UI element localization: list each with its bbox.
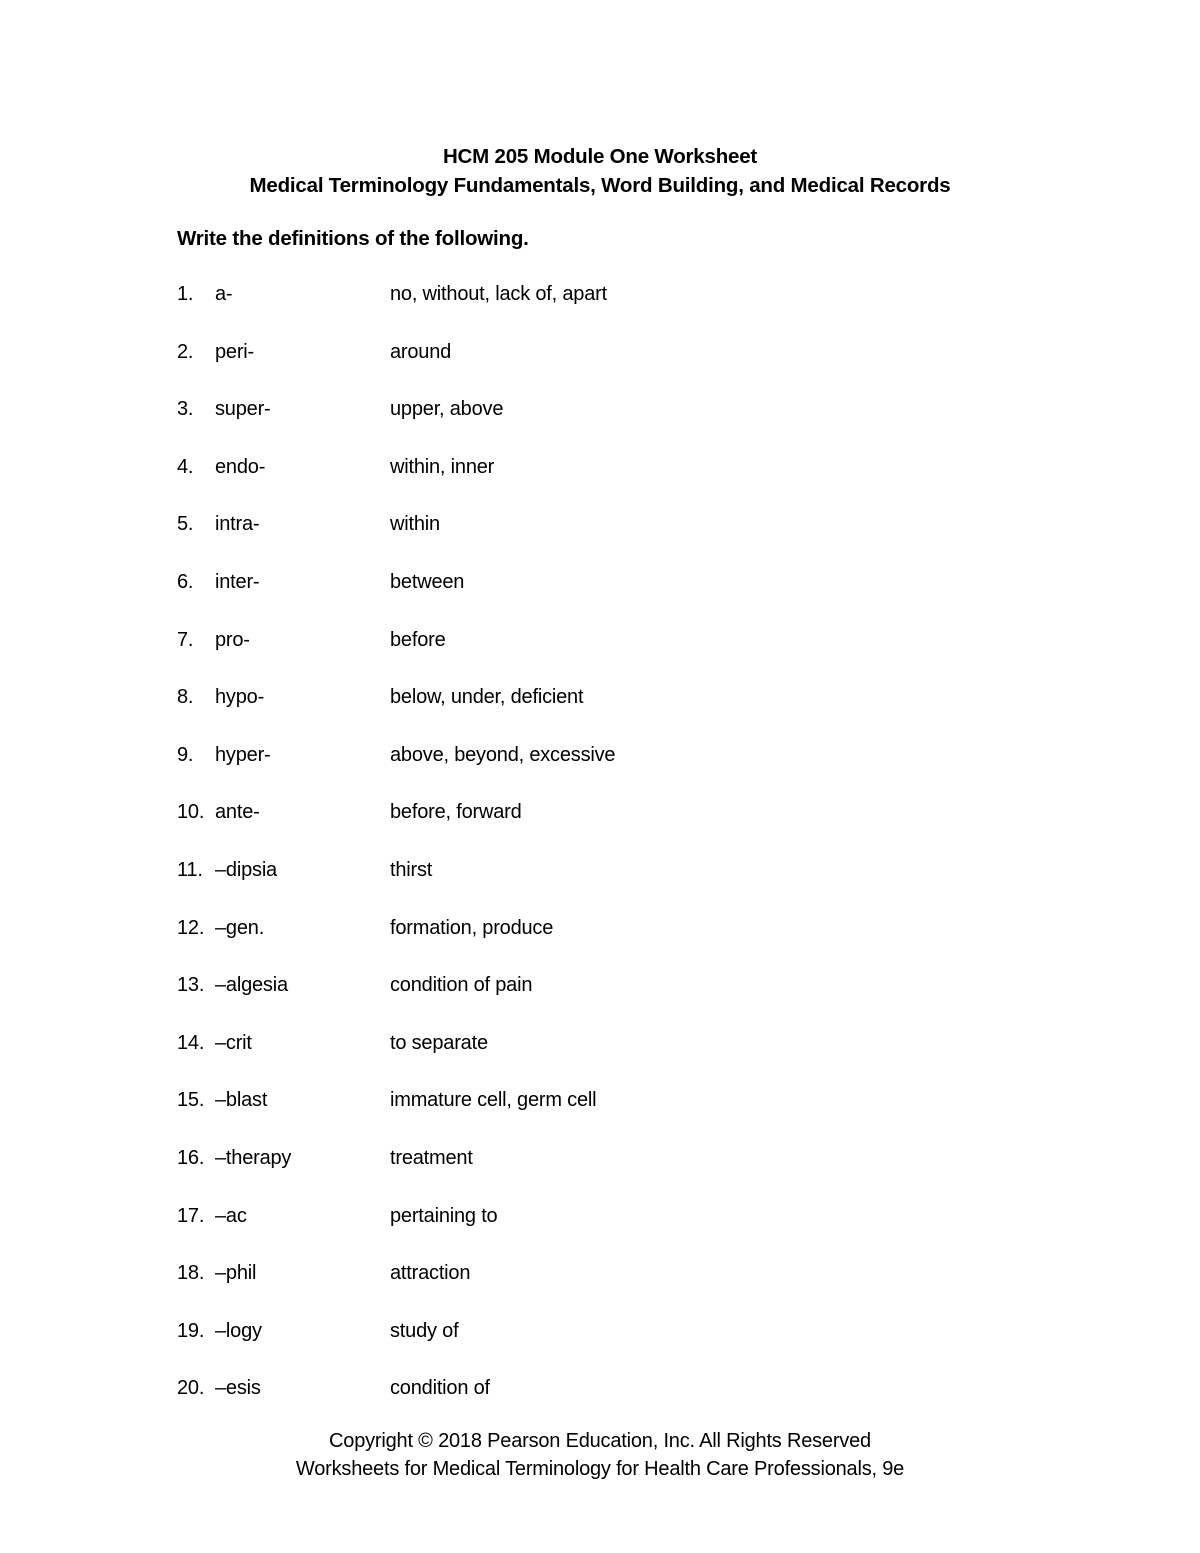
- item-number: 3.: [177, 398, 194, 421]
- footer-source: Worksheets for Medical Terminology for Health Care Professionals, 9e: [295, 1457, 905, 1480]
- list-item: [177, 339, 1023, 397]
- item-term: a-: [215, 283, 233, 305]
- item-definition: between: [390, 570, 465, 593]
- item-term: endo-: [215, 455, 266, 478]
- item-term: hyper-: [215, 743, 271, 766]
- item-term: peri-: [215, 340, 255, 363]
- title-line-1: HCM 205 Module One Worksheet: [442, 145, 758, 168]
- item-number: 6.: [177, 570, 194, 593]
- item-term: –ac: [215, 1204, 247, 1227]
- item-definition: condition of: [390, 1377, 490, 1400]
- item-definition: attraction: [390, 1262, 471, 1285]
- item-number: 14.: [177, 1031, 205, 1054]
- list-item: [177, 1260, 1023, 1318]
- list-item: [177, 1203, 1023, 1261]
- list-item: [177, 1145, 1023, 1203]
- item-number: 19.: [177, 1319, 205, 1342]
- item-term: hypo-: [215, 686, 265, 709]
- list-item: [177, 1318, 1023, 1376]
- item-definition: around: [390, 340, 452, 363]
- item-number: 16.: [177, 1146, 205, 1169]
- item-number: 4.: [177, 455, 194, 478]
- item-term: –therapy: [215, 1146, 292, 1169]
- document-title: [177, 142, 1023, 200]
- item-definition: below, under, deficient: [390, 686, 584, 709]
- item-definition: treatment: [390, 1146, 473, 1169]
- item-definition: pertaining to: [390, 1204, 498, 1227]
- item-number: 5.: [177, 513, 194, 536]
- list-item: [177, 569, 1023, 627]
- item-definition: upper, above: [390, 398, 504, 421]
- list-item: [177, 684, 1023, 742]
- list-item: [177, 972, 1023, 1030]
- item-definition: study of: [390, 1319, 459, 1342]
- item-number: 17.: [177, 1204, 205, 1227]
- title-line-2: Medical Terminology Fundamentals, Word Building, and Medical Records: [249, 174, 951, 197]
- item-term: –crit: [215, 1031, 252, 1054]
- item-number: 18.: [177, 1262, 205, 1285]
- list-item: [177, 799, 1023, 857]
- item-term: pro-: [215, 628, 250, 651]
- definition-list: [177, 281, 1023, 1433]
- item-definition: condition of pain: [390, 974, 533, 997]
- item-definition: thirst: [390, 858, 433, 881]
- list-item: [177, 742, 1023, 800]
- item-number: 2.: [177, 340, 194, 363]
- item-term: –phil: [215, 1262, 257, 1285]
- item-definition: before, forward: [390, 801, 522, 824]
- list-item: [177, 511, 1023, 569]
- item-number: 8.: [177, 686, 194, 709]
- item-definition: within, inner: [390, 455, 495, 478]
- item-number: 15.: [177, 1089, 205, 1112]
- item-number: 12.: [177, 916, 205, 939]
- item-number: 10.: [177, 801, 205, 824]
- list-item: [177, 1375, 1023, 1433]
- item-term: –dipsia: [215, 858, 277, 881]
- item-definition: before: [390, 628, 446, 651]
- item-term: –algesia: [215, 974, 288, 997]
- footer-copyright: Copyright © 2018 Pearson Education, Inc. All Rights Reserved: [329, 1430, 871, 1452]
- list-item: [177, 1087, 1023, 1145]
- item-definition: within: [390, 513, 440, 536]
- item-term: –gen.: [215, 916, 265, 939]
- item-term: ante-: [215, 801, 260, 824]
- item-number: 11.: [177, 858, 203, 881]
- item-number: 1.: [177, 283, 194, 305]
- list-item: [177, 454, 1023, 512]
- list-item: [177, 1030, 1023, 1088]
- item-term: –blast: [215, 1089, 268, 1112]
- item-term: intra-: [215, 513, 260, 536]
- item-number: 7.: [177, 628, 194, 651]
- instruction-text: Write the definitions of the following.: [177, 227, 529, 250]
- item-term: –logy: [215, 1319, 262, 1342]
- item-term: super-: [215, 398, 271, 421]
- item-definition: immature cell, germ cell: [390, 1089, 597, 1112]
- item-definition: no, without, lack of, apart: [390, 283, 607, 305]
- list-item: [177, 915, 1023, 973]
- list-item: [177, 627, 1023, 685]
- list-item: [177, 281, 1023, 339]
- item-definition: formation, produce: [390, 916, 554, 939]
- item-definition: above, beyond, excessive: [390, 743, 616, 766]
- list-item: [177, 396, 1023, 454]
- item-definition: to separate: [390, 1031, 488, 1054]
- list-item: [177, 857, 1023, 915]
- item-number: 13.: [177, 974, 205, 997]
- item-number: 20.: [177, 1377, 205, 1400]
- page-footer: [0, 1428, 1200, 1483]
- item-term: –esis: [215, 1377, 261, 1400]
- item-term: inter-: [215, 570, 260, 593]
- item-number: 9.: [177, 743, 194, 766]
